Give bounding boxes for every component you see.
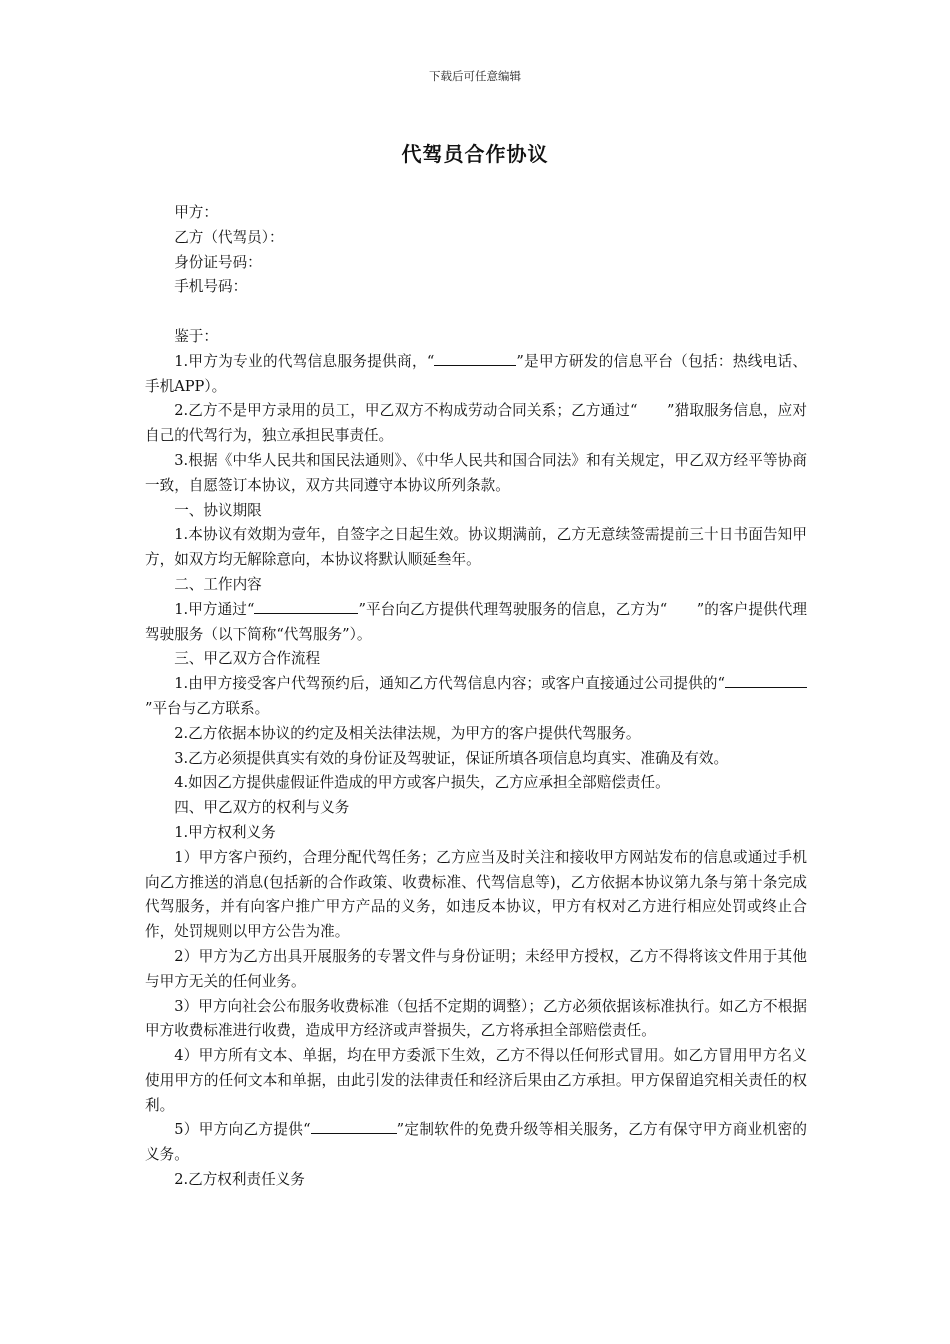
spacer (145, 300, 807, 325)
section-2-item-1-start: 1.甲方通过“ (174, 600, 255, 618)
section-4-para-5 (145, 1118, 807, 1168)
section-4-para-5-end: ”定制软件的免费升级等相关服务，乙方有保守甲方商业机密的义务。 (145, 1121, 807, 1164)
section-4-para-4: 4）甲方所有文本、单据，均在甲方委派下生效，乙方不得以任何形式冒用。如乙方冒用甲方名义使用甲方的任何文本和单据，由此引发的法律责任和经济后果由乙方承担。甲方保留追究相关责任的权利。 (145, 1047, 807, 1114)
blank-line (254, 599, 358, 614)
section-4-heading: 四、甲乙双方的权利与义务 (174, 799, 350, 817)
section-3-item-2: 2.乙方依据本协议的约定及相关法律法规，为甲方的客户提供代驾服务。 (174, 724, 641, 742)
section-1-item-1: 1.本协议有效期为壹年，自签字之日起生效。协议期满前，乙方无意续签需提前三十日书面告知甲方，如双方均无解除意向，本协议将默认顺延叁年。 (145, 526, 807, 569)
whereas-item-1-start: 1.甲方为专业的代驾信息服务提供商，“ (174, 352, 435, 370)
section-3-item-1-start: 1.由甲方接受客户代驾预约后，通知乙方代驾信息内容；或客户直接通过公司提供的“ (174, 675, 725, 693)
section-3-item-1-end: ”平台与乙方联系。 (145, 699, 270, 717)
phone-label: 手机号码： (174, 278, 248, 296)
section-3-item-3: 3.乙方必须提供真实有效的身份证及驾驶证，保证所填各项信息均真实、准确及有效。 (174, 749, 729, 767)
section-4-para-1: 1）甲方客户预约，合理分配代驾任务；乙方应当及时关注和接收甲方网站发布的信息或通过手机向乙方推送的消息(包括新的合作政策、收费标准、代驾信息等)，乙方依据本协议第九条与第十条完成代驾服务，并有向客户推广甲方产品的义务，如违反本协议，甲方有权对乙方进行相应处罚或终止合作，处罚规则以甲方公告为准。 (145, 848, 807, 941)
whereas-item-1-end: ”是甲方研发的信息平台（包括：热线电话、手机APP）。 (145, 352, 807, 395)
whereas-item-1 (145, 350, 807, 400)
section-4-sub-1: 1.甲方权利义务 (174, 823, 276, 841)
section-2-item-1 (145, 598, 807, 648)
document-title: 代驾员合作协议 (401, 142, 549, 166)
whereas-item-3: 3.根据《中华人民共和国民法通则》、《中华人民共和国合同法》和有关规定，甲乙双方经平等协商一致，自愿签订本协议，双方共同遵守本协议所列条款。 (145, 451, 807, 494)
section-2-heading: 二、工作内容 (174, 575, 262, 593)
section-3-item-4: 4.如因乙方提供虚假证件造成的甲方或客户损失，乙方应承担全部赔偿责任。 (174, 774, 670, 792)
header-note: 下载后可任意编辑 (429, 69, 521, 83)
blank-line (725, 673, 807, 688)
section-3-item-1 (145, 672, 807, 722)
section-4-sub-2: 2.乙方权利责任义务 (174, 1171, 305, 1189)
whereas-heading: 鉴于： (174, 327, 218, 345)
party-b-label: 乙方（代驾员）： (174, 228, 284, 246)
id-number-label: 身份证号码： (174, 253, 262, 271)
section-4-para-3: 3）甲方向社会公布服务收费标准（包括不定期的调整）；乙方必须依据该标准执行。如乙方不根据甲方收费标准进行收费，造成甲方经济或声誉损失，乙方将承担全部赔偿责任。 (145, 997, 807, 1040)
whereas-item-2: 2.乙方不是甲方录用的员工，甲乙双方不构成劳动合同关系；乙方通过“ ”猎取服务信息，应对自己的代驾行为，独立承担民事责任。 (145, 402, 807, 445)
section-2-item-1-end: ”平台向乙方提供代理驾驶服务的信息，乙方为“ ”的客户提供代理驾驶服务（以下简称“代驾服务”）。 (145, 600, 808, 643)
party-info (145, 201, 807, 300)
blank-line (434, 351, 516, 366)
blank-line (311, 1119, 397, 1134)
party-a-label: 甲方： (174, 204, 218, 221)
section-3-heading: 三、甲乙双方合作流程 (174, 650, 321, 668)
document-body (145, 201, 807, 1193)
section-4-para-5-start: 5）甲方向乙方提供“ (174, 1121, 311, 1139)
section-4-para-2: 2）甲方为乙方出具开展服务的专署文件与身份证明；未经甲方授权，乙方不得将该文件用于其他与甲方无关的任何业务。 (145, 947, 807, 990)
section-1-heading: 一、协议期限 (174, 501, 262, 519)
